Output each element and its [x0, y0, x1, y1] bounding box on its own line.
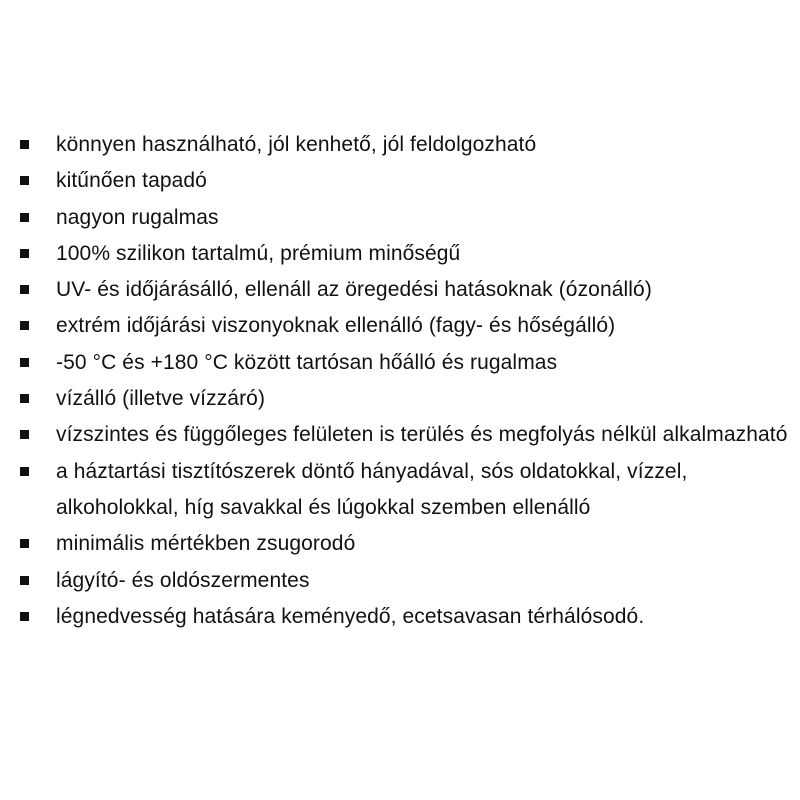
square-bullet-icon — [20, 394, 29, 403]
list-item — [20, 345, 795, 381]
square-bullet-icon — [20, 539, 29, 548]
list-item — [20, 563, 795, 599]
feature-text: vízálló (illetve vízzáró) — [56, 387, 266, 411]
feature-text: -50 °C és +180 °C között tartósan hőálló és rugalmas — [56, 350, 558, 374]
feature-text: kitűnően tapadó — [56, 169, 207, 193]
list-item — [20, 454, 795, 527]
feature-text: 100% szilikon tartalmú, prémium minőségű — [56, 241, 461, 265]
square-bullet-icon — [20, 249, 29, 258]
square-bullet-icon — [20, 321, 29, 330]
list-item — [20, 127, 795, 163]
square-bullet-icon — [20, 467, 29, 476]
feature-list — [20, 127, 795, 635]
feature-text: légnedvesség hatására keményedő, ecetsavasan térhálósodó. — [56, 604, 645, 628]
feature-text: könnyen használható, jól kenhető, jól feldolgozható — [56, 133, 537, 156]
feature-text: a háztartási tisztítószerek döntő hányadával, sós oldatokkal, vízzel, alkoholokkal, híg savakkal és lúgokkal szemben ellenálló — [56, 459, 688, 519]
feature-text: extrém időjárási viszonyoknak ellenálló (fagy- és hőségálló) — [56, 314, 616, 338]
feature-text: lágyító- és oldószermentes — [56, 568, 310, 592]
feature-text: nagyon rugalmas — [56, 205, 219, 229]
list-item — [20, 200, 795, 236]
square-bullet-icon — [20, 285, 29, 294]
feature-text: minimális mértékben zsugorodó — [56, 532, 356, 556]
square-bullet-icon — [20, 430, 29, 439]
list-item — [20, 526, 795, 562]
feature-text: vízszintes és függőleges felületen is terülés és megfolyás nélkül alkalmazható — [56, 423, 788, 447]
list-item — [20, 272, 795, 308]
list-item — [20, 417, 795, 453]
list-item — [20, 236, 795, 272]
square-bullet-icon — [20, 576, 29, 585]
square-bullet-icon — [20, 358, 29, 367]
square-bullet-icon — [20, 176, 29, 185]
square-bullet-icon — [20, 612, 29, 621]
list-item — [20, 308, 795, 344]
square-bullet-icon — [20, 140, 29, 149]
list-item — [20, 599, 795, 635]
list-item — [20, 163, 795, 199]
square-bullet-icon — [20, 213, 29, 222]
feature-text: UV- és időjárásálló, ellenáll az öregedési hatásoknak (ózonálló) — [56, 278, 652, 302]
list-item — [20, 381, 795, 417]
